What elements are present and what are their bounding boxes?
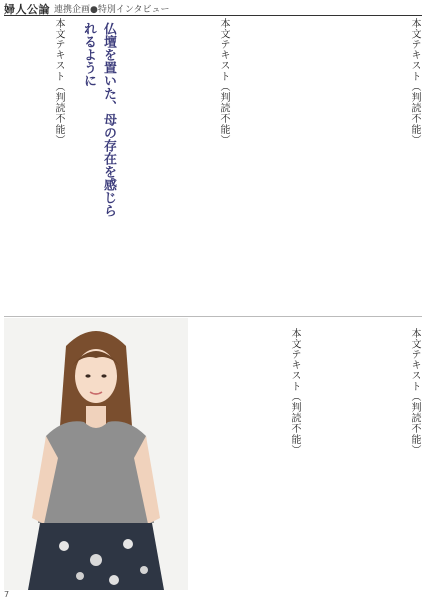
series-label: 連携企画●特別インタビュー	[54, 5, 170, 15]
page-header	[4, 2, 170, 15]
pull-quote: 仏壇を置いた、母の存在を感じられるように	[81, 22, 116, 217]
header-rule	[4, 15, 422, 16]
article-column-2: 本文テキスト（判読不能）	[218, 18, 229, 146]
page-number: 7	[4, 590, 10, 599]
article-column-1: 本文テキスト（判読不能）	[409, 18, 420, 146]
magazine-title: 婦人公論	[4, 2, 50, 16]
article-column-5: 本文テキスト（判読不能）	[289, 328, 300, 456]
portrait-photo	[4, 318, 188, 590]
article-column-4: 本文テキスト（判読不能）	[409, 328, 420, 456]
section-divider	[4, 316, 422, 317]
article-column-3: 本文テキスト（判読不能）	[53, 18, 64, 146]
